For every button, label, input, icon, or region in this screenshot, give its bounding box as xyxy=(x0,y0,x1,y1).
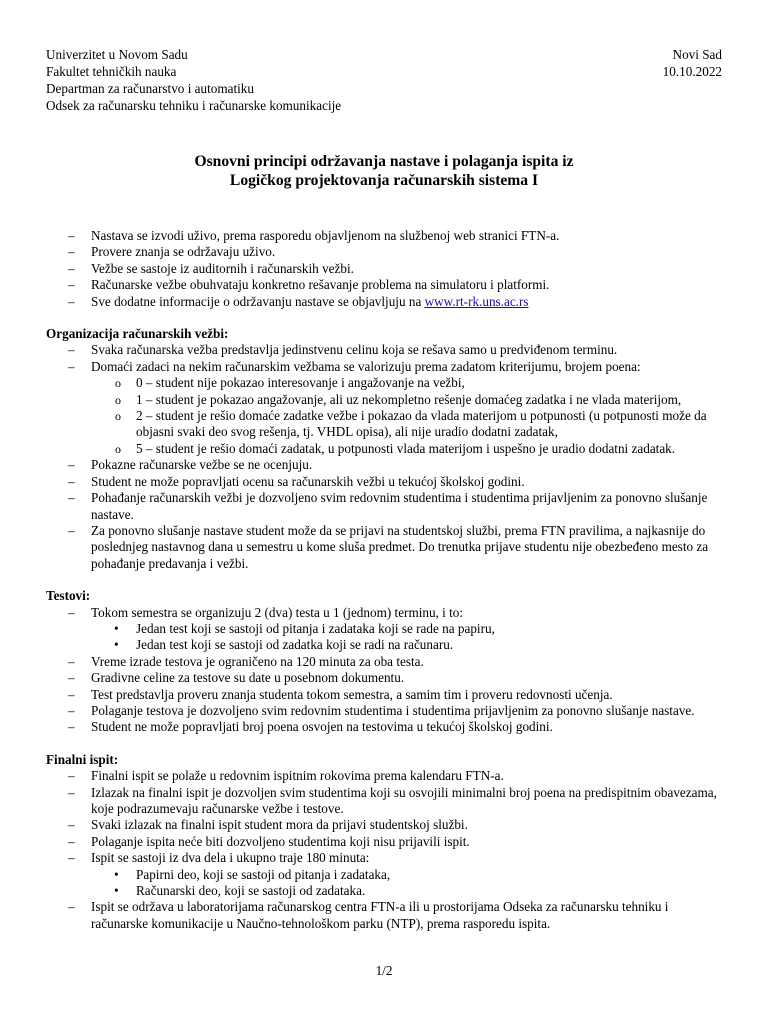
dash-marker: – xyxy=(68,686,75,702)
list-item: – Provere znanja se održavaju uživo. xyxy=(68,244,276,260)
dash-marker: – xyxy=(68,473,75,489)
list-item: – Računarske vežbe obuhvataju konkretno rešavanje problema na simulatoru i platformi. xyxy=(68,277,550,293)
score-item: o 0 – student nije pokazao interesovanje i angažovanje na vežbi, xyxy=(115,375,465,391)
faculty-name: Fakultet tehničkih nauka xyxy=(46,64,177,79)
dash-marker: – xyxy=(68,817,75,833)
list-item: – Test predstavlja proveru znanja studenta tokom semestra, a samim tim i proveru redovnosti učenja. xyxy=(68,686,613,702)
dash-marker: – xyxy=(68,522,75,538)
title-line-1: Osnovni principi održavanja nastave i polaganja ispita iz xyxy=(194,153,574,170)
bullet-item: • Papirni deo, koji se sastoji od pitanja i zadataka, xyxy=(114,866,391,882)
section-heading-org: Organizacija računarskih vežbi: xyxy=(46,326,229,342)
circle-marker: o xyxy=(115,409,121,424)
list-item: – Student ne može popravljati ocenu sa računarskih vežbi u tekućoj školskoj godini. xyxy=(68,473,525,489)
list-item: – Svaka računarska vežba predstavlja jedinstvenu celinu koja se rešava samo u predviđenom terminu. xyxy=(68,342,618,358)
title-line-2: Logičkog projektovanja računarskih sistema I xyxy=(229,172,539,189)
list-item: – Ispit se održava u laboratorijama računarskog centra FTN-a ili u prostorijama Odseka za računarsku tehniku i računarske komunikacije u Naučno-tehnološkom parku (NTP), prema rasporedu ispita. xyxy=(68,899,669,931)
dash-marker: – xyxy=(68,457,75,473)
list-item: – Vreme izrade testova je ograničeno na 120 minuta za oba testa. xyxy=(68,653,424,669)
score-item: o 5 – student je rešio domaći zadatak, u potpunosti vlada materijom i uspešno je uradio dodatni zadatak. xyxy=(115,440,676,456)
org-list xyxy=(46,342,726,572)
section-heading-tests: Testovi: xyxy=(46,588,91,604)
list-item: – Finalni ispit se polaže u redovnim ispitnim rokovima prema kalendaru FTN-a. xyxy=(68,768,504,784)
bullet-marker: • xyxy=(114,866,119,882)
website-link[interactable]: www.rt-rk.uns.ac.rs xyxy=(424,293,529,309)
list-item: – Svaki izlazak na finalni ispit student mora da prijavi studentskoj službi. xyxy=(68,817,468,833)
dash-marker: – xyxy=(68,358,75,374)
tests-list xyxy=(46,605,726,736)
list-item: – Nastava se izvodi uživo, prema rasporedu objavljenom na službenoj web stranici FTN-a. xyxy=(68,228,560,243)
list-item: – Tokom semestra se organizuju 2 (dva) testa u 1 (jednom) terminu, i to: xyxy=(68,604,464,620)
dash-marker: – xyxy=(68,784,75,800)
dash-marker: – xyxy=(68,244,75,260)
page-number: 1/2 xyxy=(375,963,393,978)
list-item: – Pohađanje računarskih vežbi je dozvoljeno svim redovnim studentima i studentima prijavljenim za ponovno slušanje nastave. xyxy=(68,490,708,522)
list-item: – Domaći zadaci na nekim računarskim vežbama se valorizuju prema zadatom kriterijumu, brojem poena: xyxy=(68,358,641,374)
list-item: – Polaganje testova je dozvoljeno svim redovnim studentima i studentima prijavljenim za ponovno slušanje nastave. xyxy=(68,702,695,718)
department-name: Departman za računarstvo i automatiku xyxy=(46,81,254,96)
dash-marker: – xyxy=(68,719,75,735)
dash-marker: – xyxy=(68,342,75,358)
dash-marker: – xyxy=(68,228,75,243)
bullet-item: • Računarski deo, koji se sastoji od zadataka. xyxy=(114,883,366,899)
institution-header xyxy=(46,47,341,115)
dash-marker: – xyxy=(68,850,75,866)
dash-marker: – xyxy=(68,702,75,718)
circle-marker: o xyxy=(115,441,121,456)
dash-marker: – xyxy=(68,768,75,784)
dash-marker: – xyxy=(68,260,75,276)
bullet-marker: • xyxy=(114,620,119,636)
city: Novi Sad xyxy=(672,47,722,62)
list-item: – Ispit se sastoji iz dva dela i ukupno traje 180 minuta: xyxy=(68,850,370,866)
bullet-item: • Jedan test koji se sastoji od zadatka koji se radi na računaru. xyxy=(114,637,454,653)
dash-marker: – xyxy=(68,293,75,309)
dash-marker: – xyxy=(68,604,75,620)
bullet-item: • Jedan test koji se sastoji od pitanja i zadataka koji se rade na papiru, xyxy=(114,620,495,636)
dash-marker: – xyxy=(68,490,75,506)
score-item: o 1 – student je pokazao angažovanje, ali uz nekompletno rešenje domaćeg zadatka i ne vlada materijom, xyxy=(115,391,682,407)
section-heading-final: Finalni ispit: xyxy=(46,751,119,767)
list-item: – Vežbe se sastoje iz auditornih i računarskih vežbi. xyxy=(68,260,354,276)
dash-marker: – xyxy=(68,653,75,669)
intro-list xyxy=(46,228,726,310)
dash-marker: – xyxy=(68,670,75,686)
list-item: – Pokazne računarske vežbe se ne ocenjuju. xyxy=(68,457,313,473)
place-date-header xyxy=(663,47,722,81)
university-name: Univerzitet u Novom Sadu xyxy=(46,47,188,62)
dash-marker: – xyxy=(68,899,75,915)
circle-marker: o xyxy=(115,376,121,391)
dash-marker: – xyxy=(68,833,75,849)
section-name: Odsek za računarsku tehniku i računarske komunikacije xyxy=(46,98,342,113)
list-item: – Za ponovno slušanje nastave student može da se prijavi na studentskoj službi, prema FTN pravilima, a najkasnije do poslednjeg nastavnog dana u semestru u kome sluša predmet. Do trenutka prijave studentu nije obezbeđeno mesto za pohađanje predavanja i vežbi. xyxy=(68,522,709,571)
list-item: – Gradivne celine za testove su date u posebnom dokumentu. xyxy=(68,670,405,686)
date: 10.10.2022 xyxy=(662,64,722,79)
document-title xyxy=(0,152,768,190)
circle-marker: o xyxy=(115,392,121,407)
list-item: – Izlazak na finalni ispit je dozvoljen svim studentima koji su osvojili minimalni broj poena na predispitnim obavezama, koje podrazumevaju računarske vežbe i testove. xyxy=(68,784,717,816)
list-item: – Student ne može popravljati broj poena osvojen na testovima u tekućoj školskoj godini. xyxy=(68,719,553,735)
final-list xyxy=(46,768,726,932)
bullet-marker: • xyxy=(114,883,119,899)
document-body xyxy=(46,228,726,932)
list-item: – Sve dodatne informacije o održavanju nastave se objavljuju na www.rt-rk.uns.ac.rs xyxy=(68,293,529,309)
list-item: – Polaganje ispita neće biti dozvoljeno studentima koji nisu prijavili ispit. xyxy=(68,833,470,849)
score-item: o 2 – student je rešio domaće zadatke vežbe i pokazao da vlada materijom u potpunosti (u potpunosti može da objasni svaki deo svog rešenja, tj. VHDL opisa), ali nije uradio dodatni zadatak, xyxy=(115,408,707,440)
bullet-marker: • xyxy=(114,637,119,653)
dash-marker: – xyxy=(68,277,75,293)
